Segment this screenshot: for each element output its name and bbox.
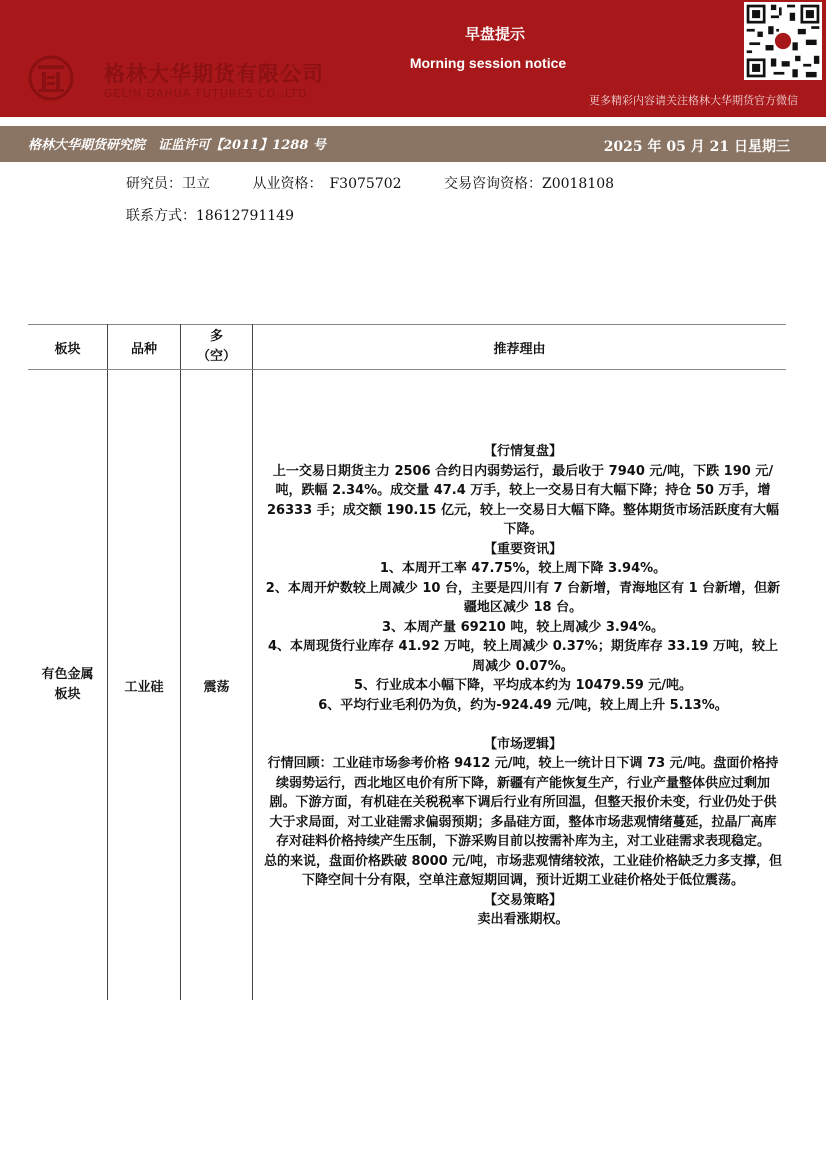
follow-wechat-note: 更多精彩内容请关注格林大华期货官方微信 bbox=[589, 94, 798, 107]
company-name-en: GELIN DAHUA FUTURES CO.,LTD. bbox=[104, 87, 313, 100]
reason-news-item: 6、平均行业毛利仍为负，约为-924.49 元/吨，较上周上升 5.13%。 bbox=[318, 697, 728, 713]
reason-heading-news: 【重要资讯】 bbox=[483, 541, 562, 557]
company-logo-icon bbox=[28, 55, 74, 101]
report-title-en: Morning session notice bbox=[409, 55, 567, 71]
cell-sector: 有色金属 板块 bbox=[28, 370, 108, 1001]
researcher-advisory: 交易咨询资格：Z0018108 bbox=[443, 176, 615, 192]
researcher-contact: 联系方式：18612791149 bbox=[126, 208, 294, 224]
reason-news-item: 2、本周开炉数较上周减少 10 台，主要是四川有 7 台新增，青海地区有 1 台新增，但新疆地区减少 18 台。 bbox=[265, 580, 781, 616]
researcher-name: 研究员：卫立 bbox=[126, 176, 210, 192]
recommendation-table bbox=[28, 324, 786, 1000]
researcher-qualification: 从业资格： F3075702 bbox=[252, 176, 402, 192]
reason-strategy-text: 卖出看涨期权。 bbox=[477, 912, 569, 928]
reason-heading-logic: 【市场逻辑】 bbox=[483, 736, 562, 752]
paragraph-gap bbox=[264, 715, 782, 735]
cell-reason bbox=[253, 370, 787, 1001]
reason-review-text: 上一交易日期货主力 2506 合约日内弱势运行，最后收于 7940 元/吨，下跌 190 元/吨，跌幅 2.34%。成交量 47.4 万手，较上一交易日有大幅下降；持仓 50 万手，增 26333 手；成交额 190.15 亿元，较上一交易日大幅下降。整体期货市场活跃度有大幅下降。 bbox=[267, 463, 779, 538]
cell-variety: 工业硅 bbox=[108, 370, 181, 1001]
reason-heading-strategy: 【交易策略】 bbox=[483, 892, 562, 908]
reason-summary-text: 总的来说，盘面价格跌破 8000 元/吨，市场悲观情绪较浓，工业硅价格缺乏力多支撑，但下降空间十分有限，空单注意短期回调，预计近期工业硅价格处于低位震荡。 bbox=[264, 853, 782, 889]
reason-news-item: 5、行业成本小幅下降，平均成本约为 10479.59 元/吨。 bbox=[353, 678, 693, 694]
company-name-cn: 格林大华期货有限公司 bbox=[104, 62, 324, 86]
header-direction: 多 （空） bbox=[181, 325, 253, 370]
report-date: 2025 年 05 月 21 日星期三 bbox=[603, 139, 790, 155]
reason-news-item: 3、本周产量 69210 吨，较上周减少 3.94%。 bbox=[382, 619, 664, 635]
institute-license: 格林大华期货研究院 证监许可【2011】1288 号 bbox=[28, 138, 326, 153]
table-header-row bbox=[28, 325, 786, 370]
header-sector: 板块 bbox=[28, 325, 108, 370]
info-bar bbox=[0, 126, 826, 162]
header-variety: 品种 bbox=[108, 325, 181, 370]
reason-logic-text: 行情回顾：工业硅市场参考价格 9412 元/吨，较上一统计日下调 73 元/吨。盘面价格持续弱势运行，西北地区电价有所下降，新疆有产能恢复生产，行业产量整体供应过剩加剧。下游方面，有机硅在关税税率下调后行业有所回温，但整天报价未变，行业仍处于供大于求局面，对工业硅需求偏弱预期；多晶硅方面，整体市场悲观情绪蔓延，拉晶厂高库存对硅料价格持续产生压制，下游采购目前以按需补库为主，对工业硅需求表现稳定。 bbox=[267, 756, 779, 850]
table-row bbox=[28, 370, 786, 1001]
header-reason: 推荐理由 bbox=[253, 325, 787, 370]
reason-news-item: 4、本周现货行业库存 41.92 万吨，较上周减少 0.37%；期货库存 33.19 万吨，较上周减少 0.07%。 bbox=[267, 639, 778, 674]
qr-code-icon bbox=[744, 2, 822, 80]
report-title-cn: 早盘提示 bbox=[464, 25, 525, 43]
cell-direction: 震荡 bbox=[181, 370, 253, 1001]
reason-news-item: 1、本周开工率 47.75%，较上周下降 3.94%。 bbox=[379, 561, 667, 577]
reason-heading-review: 【行情复盘】 bbox=[483, 444, 562, 460]
header-banner bbox=[0, 0, 826, 117]
researcher-line bbox=[126, 173, 622, 193]
